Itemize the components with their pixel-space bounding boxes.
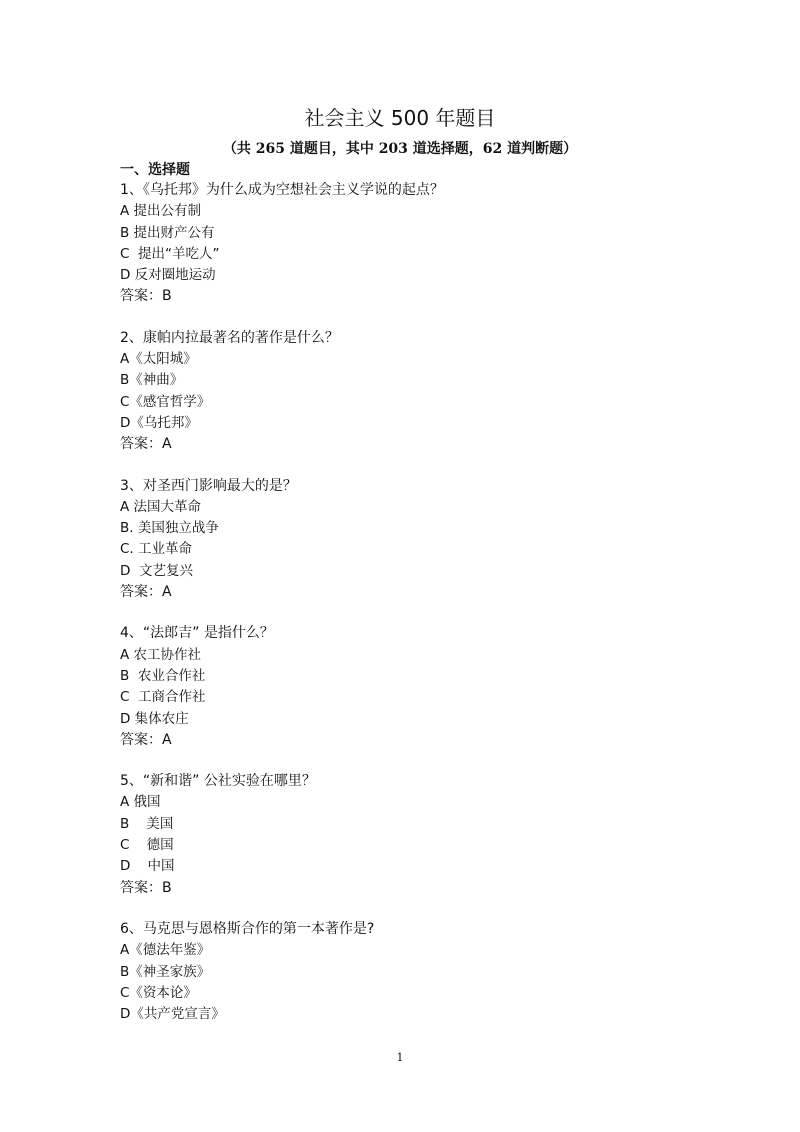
option-c: C《资本论》 — [120, 984, 197, 1001]
option-c: C. 工业革命 — [120, 541, 193, 558]
option-b: B《神圣家族》 — [120, 963, 211, 980]
option-a: A 提出公有制 — [120, 203, 202, 220]
option-d: D《共产党宣言》 — [120, 1006, 225, 1023]
answer: 答案：B — [120, 288, 172, 305]
option-b: B 农业合作社 — [120, 667, 206, 684]
answer: 答案：A — [120, 731, 172, 748]
question-list — [120, 160, 720, 1045]
option-d: D 集体农庄 — [120, 710, 189, 727]
option-b: B《神曲》 — [120, 372, 184, 389]
option-c: C 德国 — [120, 837, 174, 854]
option-b: B 美国 — [120, 815, 174, 832]
option-a: A《太阳城》 — [120, 351, 197, 368]
page-number: 1 — [396, 1051, 404, 1064]
answer: 答案：A — [120, 584, 172, 601]
answer: 答案：A — [120, 436, 172, 453]
question-text: 2、康帕内拉最著名的著作是什么？ — [120, 329, 339, 346]
question-2 — [120, 328, 720, 456]
option-a: A《德法年鉴》 — [120, 942, 211, 959]
question-text: 5、“新和谐” 公社实验在哪里？ — [120, 773, 316, 790]
section-heading: 一、选择题 — [120, 162, 190, 178]
question-3 — [120, 476, 720, 604]
option-c: C 提出“羊吃人” — [120, 245, 220, 262]
question-text: 1、《乌托邦》为什么成为空想社会主义学说的起点？ — [120, 182, 444, 198]
question-5 — [120, 771, 720, 899]
option-c: C 工商合作社 — [120, 689, 206, 706]
option-d: D 反对圈地运动 — [120, 267, 216, 284]
option-d: D 中国 — [120, 858, 175, 875]
question-1 — [120, 180, 720, 308]
question-6 — [120, 919, 720, 1025]
question-text: 3、对圣西门影响最大的是？ — [120, 477, 297, 494]
document-title: 社会主义 500 年题目 — [304, 106, 496, 130]
option-d: D 文艺复兴 — [120, 562, 193, 579]
option-b: B. 美国独立战争 — [120, 520, 219, 537]
option-a: A 农工协作社 — [120, 646, 202, 663]
question-4 — [120, 623, 720, 751]
option-a: A 俄国 — [120, 794, 161, 811]
option-a: A 法国大革命 — [120, 498, 202, 515]
option-c: C《感官哲学》 — [120, 393, 211, 410]
question-text: 4、“法郎吉” 是指什么？ — [120, 625, 274, 642]
option-d: D《乌托邦》 — [120, 414, 198, 431]
answer: 答案：B — [120, 879, 172, 896]
option-b: B 提出财产公有 — [120, 224, 215, 241]
document-subtitle: （共 265 道题目，其中 203 道选择题，62 道判断题） — [222, 141, 578, 157]
question-text: 6、马克思与恩格斯合作的第一本著作是? — [120, 920, 375, 937]
